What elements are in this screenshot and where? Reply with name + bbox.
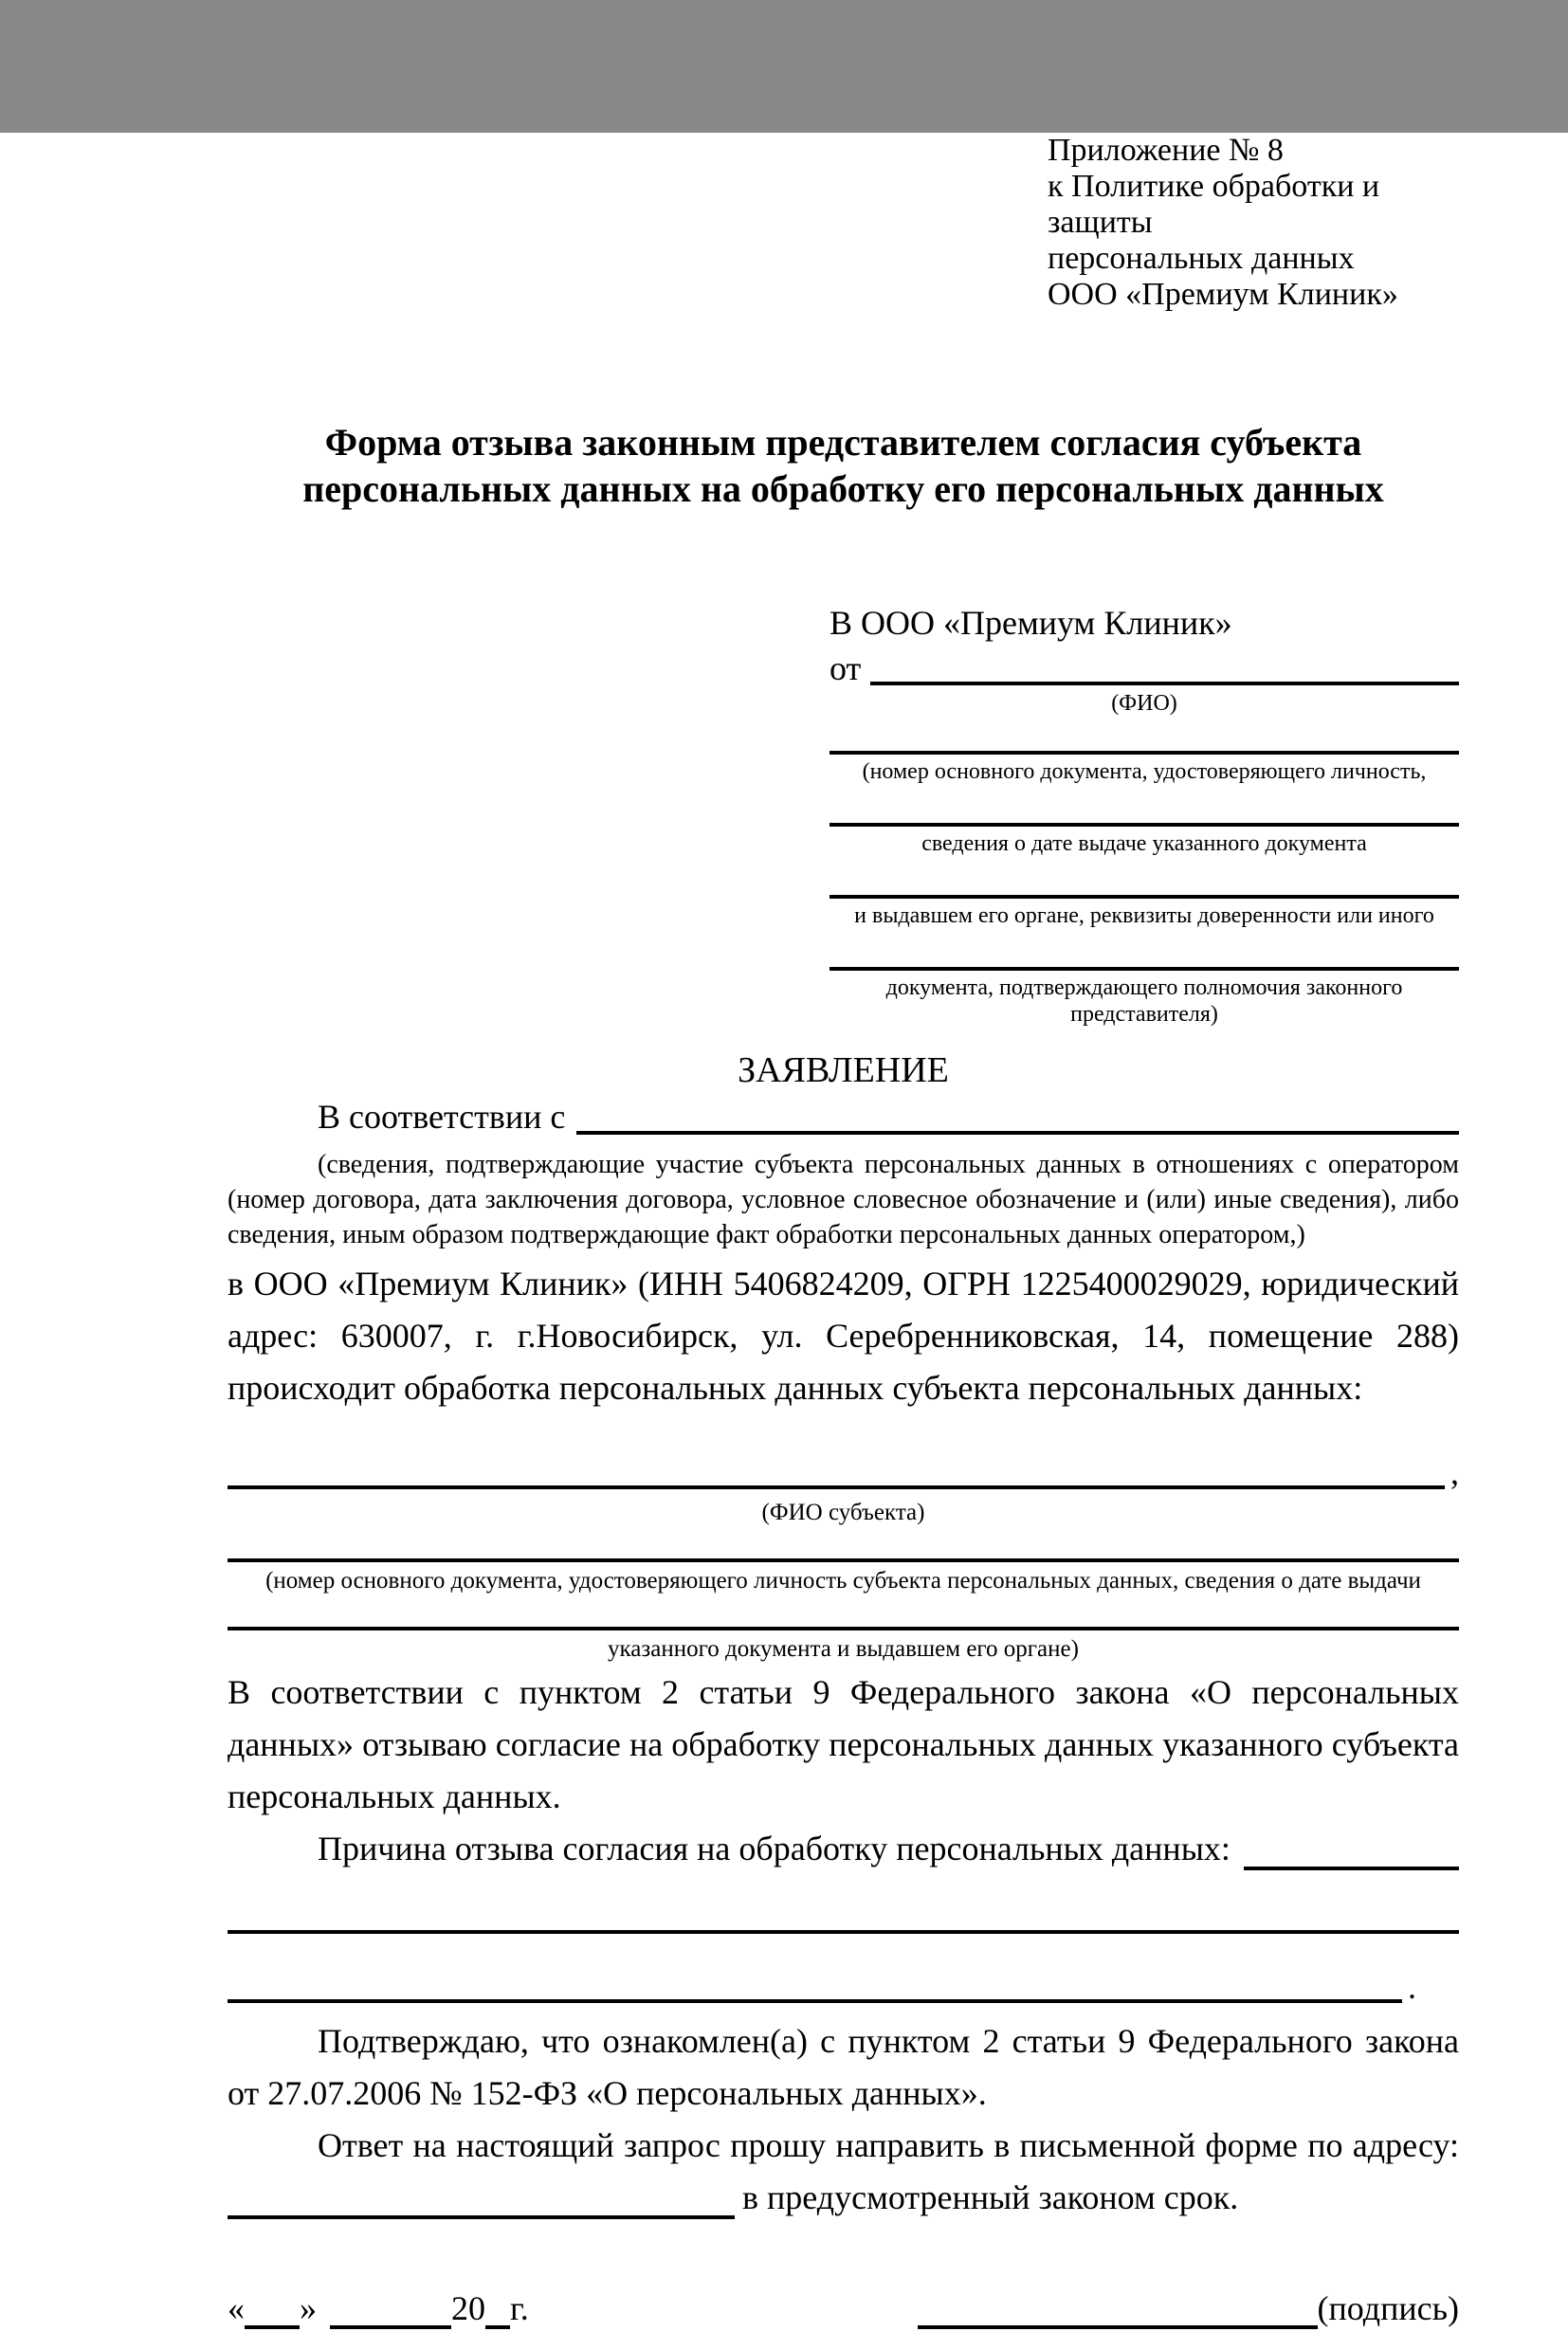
- accordance-label: В соответствии с: [318, 1098, 566, 1136]
- representative-doc-caption-1: (номер основного документа, удостоверяющего личность,: [862, 759, 1427, 784]
- representative-doc-caption-3: и выдавшем его органе, реквизиты доверенности или иного: [854, 903, 1434, 928]
- representative-doc-caption-4: документа, подтверждающего полномочия законного представителя): [885, 975, 1403, 1027]
- addressee-to: В ООО «Премиум Клиник»: [830, 604, 1232, 642]
- operator-paragraph: в ООО «Премиум Клиник» (ИНН 5406824209, ОГРН 1225400029029, юридический адрес: 630007, г. г.Новосибирск, ул. Серебренниковская, 14, помещение 288) происходит обработка персональных данных субъекта персональных данных:: [228, 1265, 1459, 1407]
- subject-fio-row: [228, 1450, 1459, 1494]
- reason-line-period: .: [1408, 1968, 1416, 2006]
- reply-tail-text: в предусмотренный законом срок.: [742, 2178, 1239, 2216]
- representative-doc-caption-2: сведения о дате выдаче указанного документа: [921, 831, 1367, 856]
- reason-extra-input-line-1[interactable]: [228, 1930, 1459, 1934]
- reply-address-input-line[interactable]: [228, 2215, 735, 2219]
- subject-doc-input-line-1[interactable]: [228, 1558, 1459, 1562]
- subject-fio-comma: ,: [1450, 1453, 1459, 1491]
- reason-label: Причина отзыва согласия на обработку персональных данных:: [318, 1830, 1231, 1867]
- confirm-paragraph: Подтверждаю, что ознакомлен(а) с пунктом 2 статьи 9 Федерального закона от 27.07.2006 № 152-ФЗ «О персональных данных».: [228, 2022, 1459, 2112]
- attachment-header: [1048, 133, 1459, 313]
- date-quote-open: «: [228, 2289, 245, 2327]
- attachment-header-line: Приложение № 8: [1048, 133, 1284, 168]
- document-page: [0, 133, 1568, 2350]
- reason-input-line[interactable]: [1244, 1867, 1459, 1870]
- reply-request-paragraph: Ответ на настоящий запрос прошу направить в письменной форме по адресу:: [318, 2126, 1459, 2164]
- signature-row: [228, 2285, 1459, 2332]
- subject-fio-caption: (ФИО субъекта): [761, 1500, 925, 1525]
- date-year-suffix: г.: [510, 2289, 529, 2327]
- date-field: [228, 2285, 529, 2332]
- subject-doc-caption-top: (номер основного документа, удостоверяющего личность субъекта персональных данных, сведения о дате выдачи: [265, 1568, 1421, 1594]
- fio-input-line[interactable]: [870, 682, 1459, 685]
- subject-doc-input-line-2[interactable]: [228, 1627, 1459, 1630]
- date-year-input-line[interactable]: [485, 2325, 510, 2329]
- subject-doc-caption-bottom: указанного документа и выдавшем его органе): [608, 1636, 1079, 1662]
- form-title: [228, 419, 1459, 512]
- basis-caption: (сведения, подтверждающие участие субъекта персональных данных в отношениях с оператором (номер договора, дата заключения договора, условное словесное обозначение и (или) иные сведения), либо сведения, иным образом подтверждающие факт обработки персональных данных оператором,): [228, 1150, 1459, 1249]
- form-title-line: персональных данных на обработку его персональных данных: [302, 467, 1384, 510]
- date-month-input-line[interactable]: [330, 2325, 451, 2329]
- document-content: [0, 133, 1568, 2332]
- fio-caption: (ФИО): [1111, 691, 1177, 716]
- form-title-line: Форма отзыва законным представителем согласия субъекта: [324, 421, 1362, 464]
- reply-address-row: [228, 2172, 1459, 2224]
- withdrawal-paragraph: В соответствии с пунктом 2 статьи 9 Федерального закона «О персональных данных» отзываю согласие на обработку персональных данных указанного субъекта персональных данных.: [228, 1673, 1459, 1815]
- representative-doc-input-line-2[interactable]: [830, 823, 1459, 827]
- attachment-header-line: к Политике обработки и защиты: [1048, 169, 1380, 240]
- subject-fio-input-line[interactable]: [228, 1485, 1445, 1489]
- reason-extra-input-line-2[interactable]: [228, 1999, 1402, 2003]
- date-quote-close: »: [300, 2289, 317, 2327]
- from-row: [830, 647, 1459, 690]
- reason-row: [228, 1823, 1459, 1875]
- reason-extra-line-2-row: [228, 1966, 1459, 2008]
- representative-doc-input-line-3[interactable]: [830, 895, 1459, 899]
- from-label: от: [830, 649, 862, 687]
- representative-doc-input-line-4[interactable]: [830, 967, 1459, 971]
- statement-heading: ЗАЯВЛЕНИЕ: [738, 1050, 949, 1090]
- addressee-block: [830, 601, 1459, 1028]
- accordance-row: [228, 1094, 1459, 1139]
- representative-doc-input-line-1[interactable]: [830, 751, 1459, 755]
- signature-field: [918, 2285, 1459, 2332]
- date-year-prefix: 20: [451, 2289, 485, 2327]
- signature-input-line[interactable]: [918, 2325, 1318, 2329]
- date-day-input-line[interactable]: [245, 2325, 300, 2329]
- attachment-header-line: ООО «Премиум Клиник»: [1048, 277, 1398, 312]
- attachment-header-line: персональных данных: [1048, 241, 1355, 276]
- signature-caption: (подпись): [1317, 2289, 1459, 2327]
- accordance-basis-input-line[interactable]: [576, 1131, 1459, 1135]
